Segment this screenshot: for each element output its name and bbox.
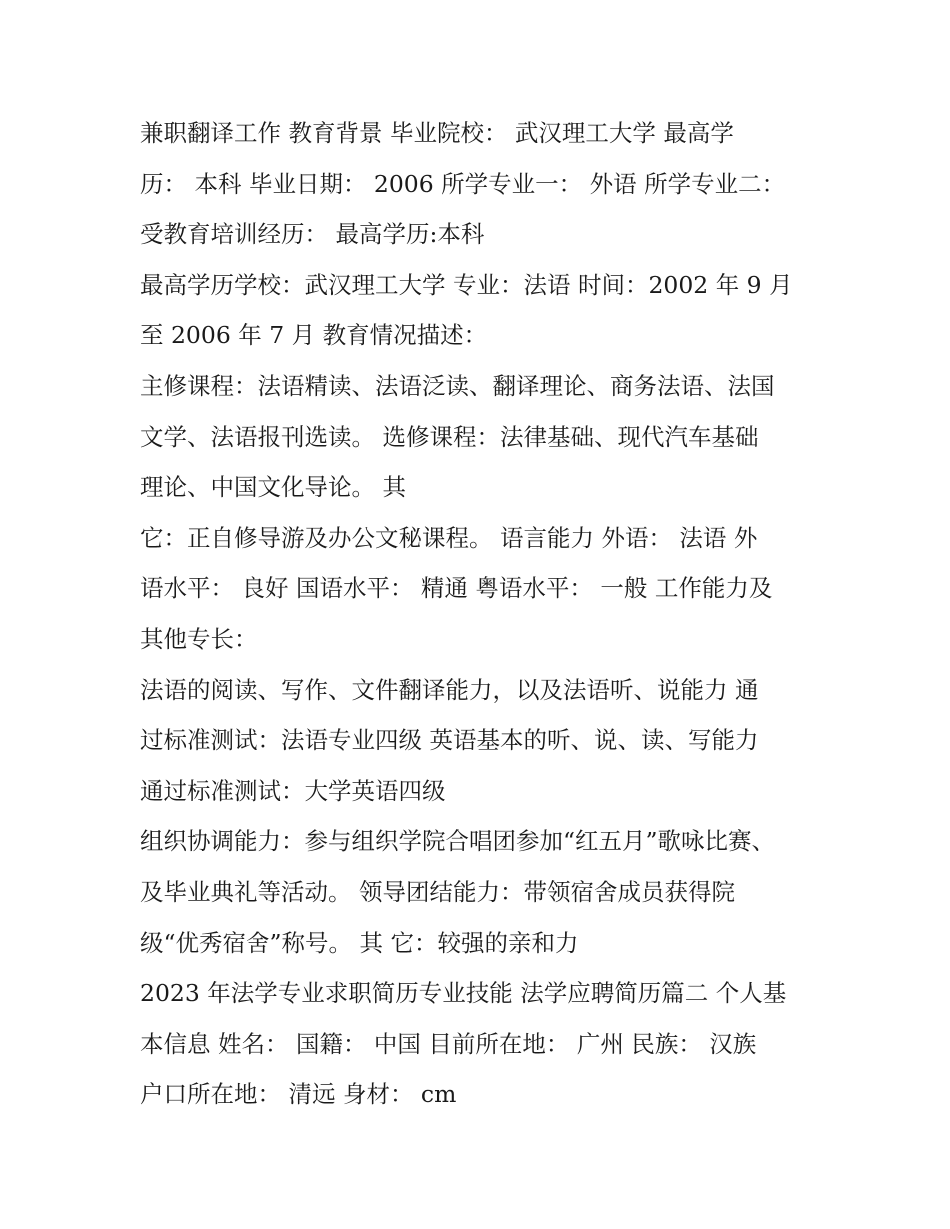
text-line: 其他专长：	[140, 624, 258, 653]
text-line: 级“优秀宿舍”称号。 其 它：较强的亲和力	[140, 928, 579, 957]
text-line: 文学、法语报刊选读。 选修课程：法律基础、现代汽车基础	[140, 422, 759, 451]
text-line: 受教育培训经历： 最高学历:本科	[140, 220, 485, 249]
text-line: 户口所在地： 清远 身材： cm	[140, 1080, 457, 1109]
text-line: 本信息 姓名： 国籍： 中国 目前所在地： 广州 民族： 汉族	[140, 1029, 757, 1058]
text-line: 过标准测试：法语专业四级 英语基本的听、说、读、写能力	[140, 726, 759, 755]
text-line: 历： 本科 毕业日期： 2006 所学专业一： 外语 所学专业二：	[140, 169, 786, 198]
resume-text-block	[140, 108, 830, 1120]
text-line: 法语的阅读、写作、文件翻译能力，以及法语听、说能力 通	[140, 675, 759, 704]
text-line: 理论、中国文化导论。 其	[140, 473, 406, 502]
text-line: 组织协调能力：参与组织学院合唱团参加“红五月”歌咏比赛、	[140, 827, 776, 856]
text-line: 兼职翻译工作 教育背景 毕业院校： 武汉理工大学 最高学	[140, 119, 734, 147]
text-line: 语水平： 良好 国语水平： 精通 粤语水平： 一般 工作能力及	[140, 574, 773, 603]
text-line: 主修课程：法语精读、法语泛读、翻译理论、商务法语、法国	[140, 371, 775, 400]
text-line: 至 2006 年 7 月 教育情况描述：	[140, 321, 488, 350]
text-line: 它：正自修导游及办公文秘课程。 语言能力 外语： 法语 外	[140, 523, 758, 552]
text-line: 最高学历学校：武汉理工大学 专业：法语 时间：2002 年 9 月	[140, 270, 793, 299]
text-line: 2023 年法学专业求职简历专业技能 法学应聘简历篇二 个人基	[140, 979, 787, 1008]
text-line: 及毕业典礼等活动。 领导团结能力：带领宿舍成员获得院	[140, 877, 735, 906]
text-line: 通过标准测试：大学英语四级	[140, 776, 446, 805]
